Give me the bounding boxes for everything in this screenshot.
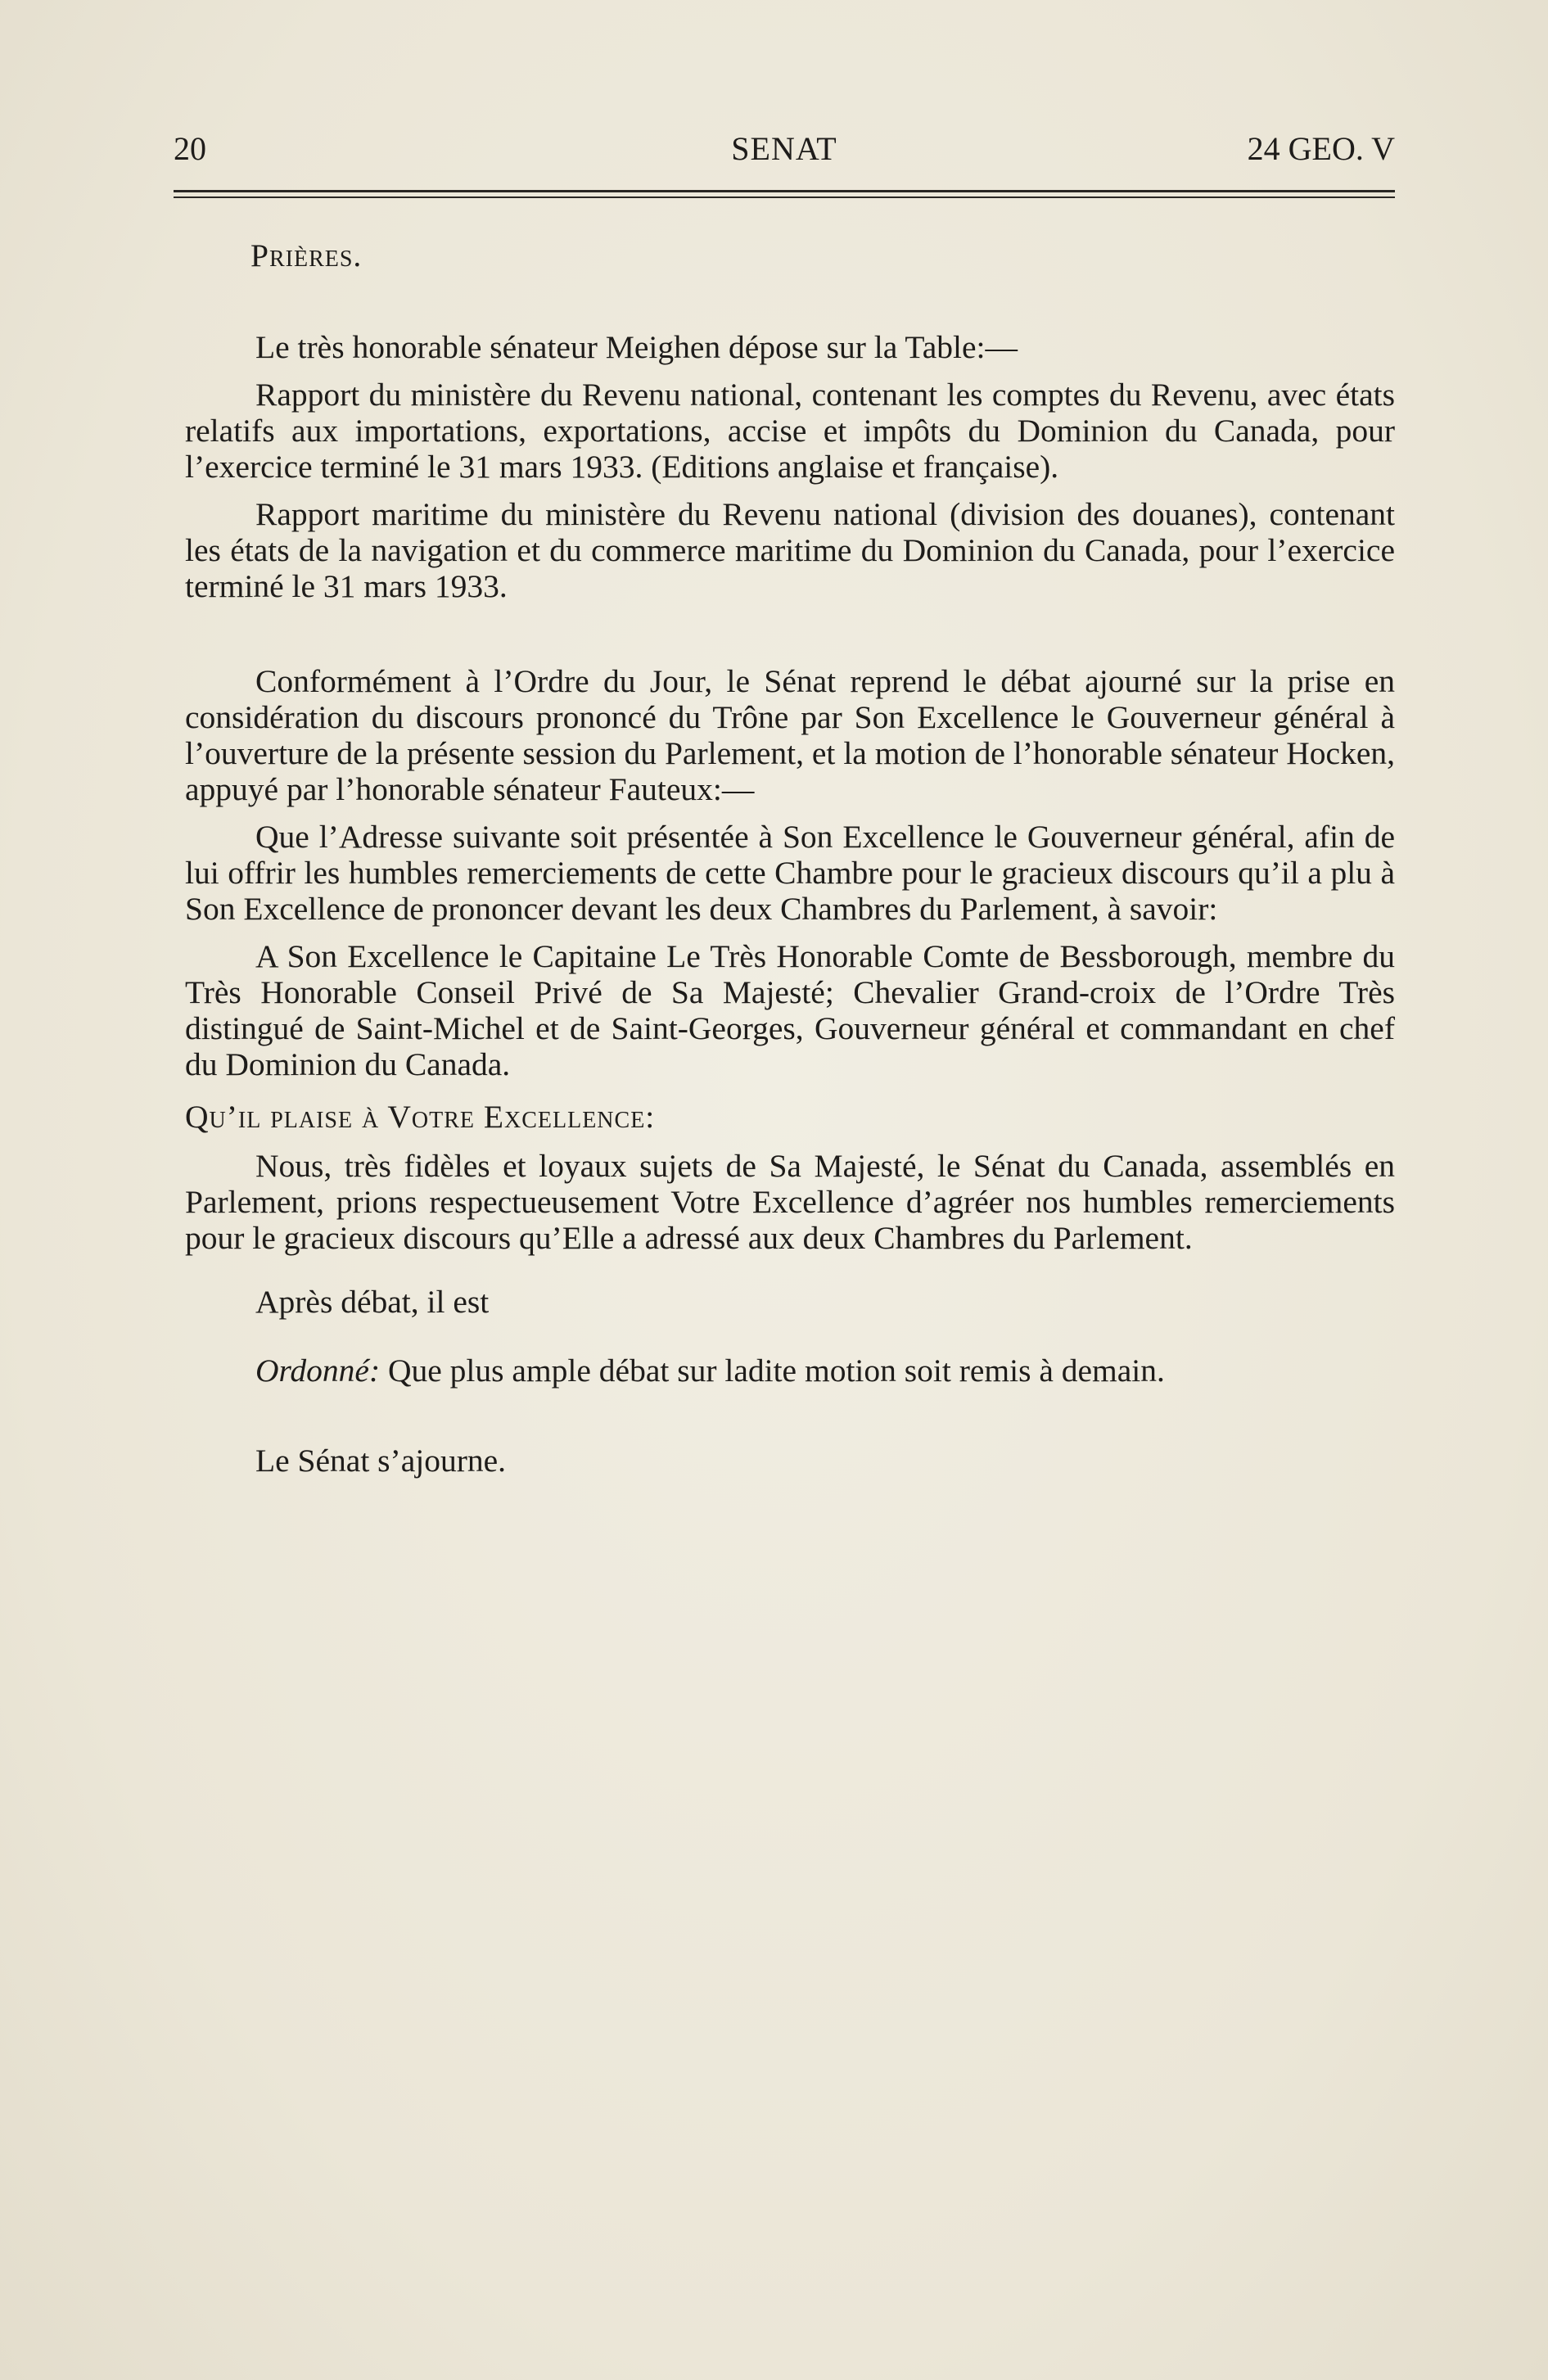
document-body — [185, 237, 1395, 1511]
paragraph-senate-thanks: Nous, très fidèles et loyaux sujets de Sa Majesté, le Sénat du Canada, assemblés en Parlement, prions respectueusement Votre Excellence d’agréer nos humbles remerciements pour le gracieux discours qu’Elle a adressé aux deux Chambres du Parlement. — [185, 1148, 1395, 1256]
paragraph-ordonne — [185, 1353, 1395, 1389]
prieres-heading: Prières. — [250, 237, 363, 273]
ordonne-label: Ordonné: — [255, 1352, 381, 1389]
qu-il-plaise-heading: Qu’il plaise à Votre Excellence: — [185, 1099, 656, 1135]
paragraph-tabling: Le très honorable sénateur Meighen dépose sur la Table:— — [255, 329, 1018, 365]
paragraph-ajourne: Le Sénat s’ajourne. — [255, 1442, 507, 1479]
header-rule-top — [174, 190, 1395, 192]
page-number: 20 — [174, 130, 206, 167]
page-header — [174, 129, 1395, 178]
paragraph-excellence: A Son Excellence le Capitaine Le Très Honorable Comte de Bessborough, membre du Très Honorable Conseil Privé de Sa Majesté; Chevalier Grand-croix de l’Ordre Très distingué de Saint-Michel et de Saint-Georges, Gouverneur général et commandant en chef du Dominion du Canada. — [185, 938, 1395, 1082]
paragraph-revenue-report: Rapport du ministère du Revenu national, contenant les comptes du Revenu, avec états relatifs aux importations, exportations, accise et impôts du Dominion du Canada, pour l’exercice terminé le 31 mars 1933. (Editions anglaise et française). — [185, 377, 1395, 485]
paragraph-order-of-day: Conformément à l’Ordre du Jour, le Sénat reprend le débat ajourné sur la prise en considération du discours prononcé du Trône par Son Excellence le Gouverneur général à l’ouverture de la présente session du Parlement, et la motion de l’honorable sénateur Hocken, appuyé par l’honorable sénateur Fauteux:— — [185, 663, 1395, 807]
page-title: SENAT — [731, 130, 837, 167]
paragraph-address: Que l’Adresse suivante soit présentée à Son Excellence le Gouverneur général, afin de lui offrir les humbles remerciements de cette Chambre pour le gracieux discours qu’il a plu à Son Excellence de prononcer devant les deux Chambres du Parlement, à savoir: — [185, 819, 1395, 927]
paragraph-maritime-report: Rapport maritime du ministère du Revenu national (division des douanes), contenant les états de la navigation et du commerce maritime du Dominion du Canada, pour l’exercice terminé le 31 mars 1933. — [185, 496, 1395, 604]
paragraph-apres-debat: Après débat, il est — [255, 1284, 490, 1320]
ordonne-text: Que plus ample débat sur ladite motion soit remis à demain. — [388, 1352, 1165, 1389]
header-rule-bottom — [174, 196, 1395, 198]
session-label: 24 GEO. V — [1247, 130, 1395, 167]
